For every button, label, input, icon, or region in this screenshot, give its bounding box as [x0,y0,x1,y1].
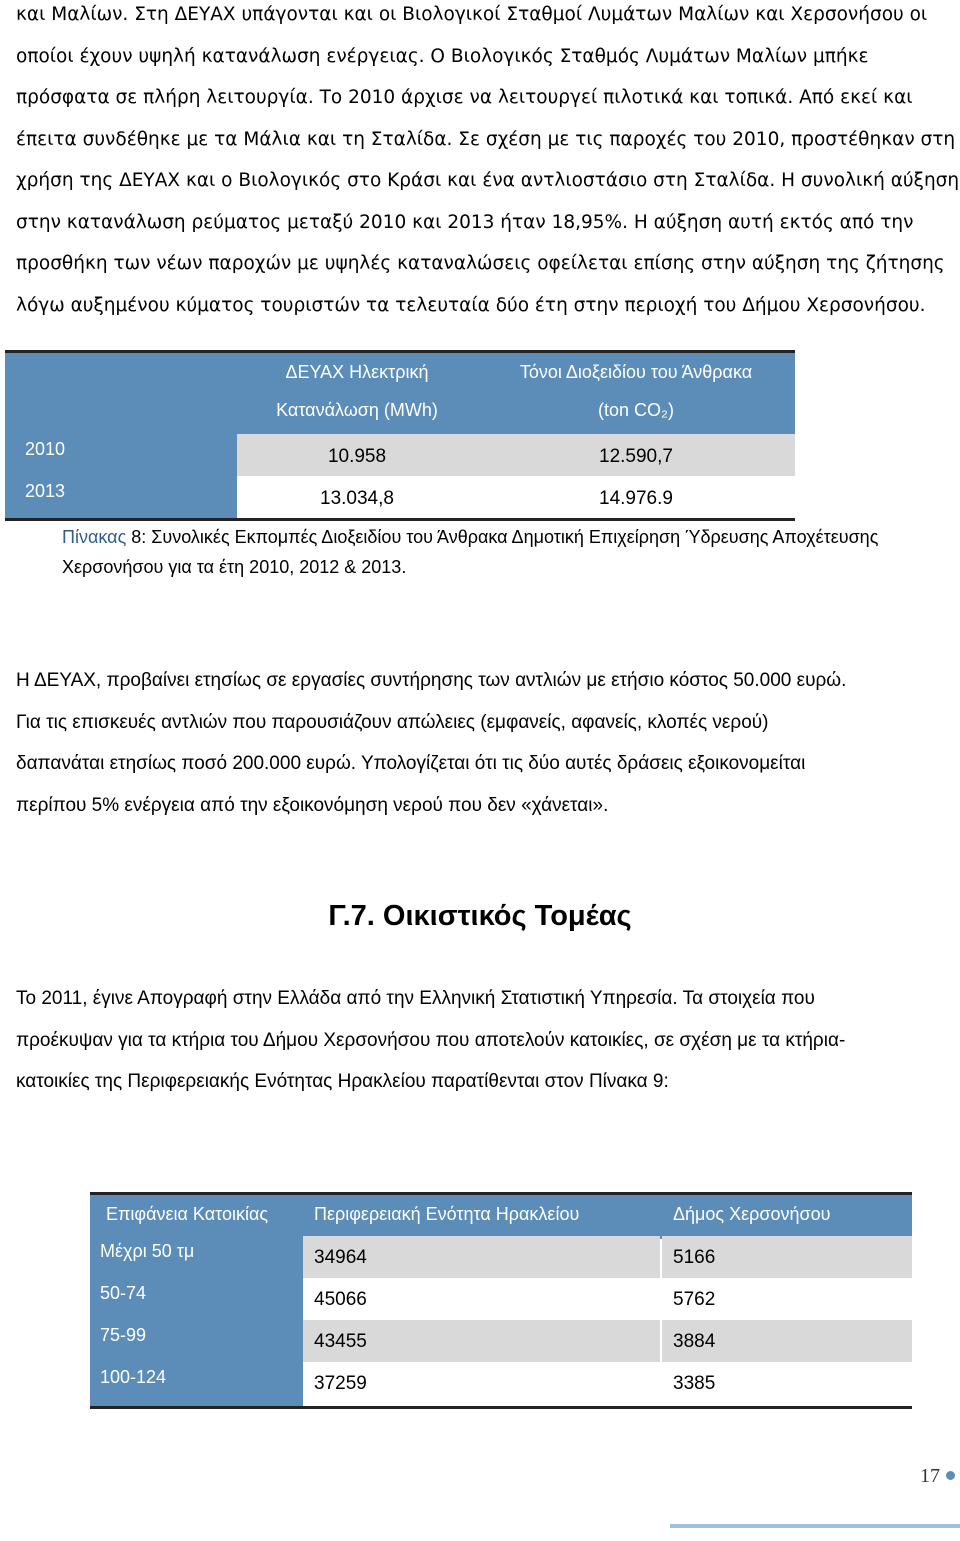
header-line: ΔΕΥΑΧ Ηλεκτρική [285,362,429,382]
text-line: λόγω αυξημένου κύματος τουριστών τα τελευταία δύο έτη στην περιοχή του Δήμου Χερσονήσου. [16,294,926,316]
region-cell: 34964 [303,1236,660,1278]
text-line: Για τις επισκευές αντλιών που παρουσιάζουν απώλειες (εμφανείς, αφανείς, κλοπές νερού) [16,711,769,733]
table-header [5,350,795,437]
intro-paragraph [16,0,960,326]
caption-label: Πίνακας [62,527,127,547]
co2-cell: 14.976.9 [599,488,673,509]
table-row [90,1362,912,1404]
text-line: έπειτα συνδέθηκε με τα Μάλια και τη Σταλίδα. Σε σχέση με τις παροχές του 2010, προστέθηκαν στη [16,128,956,150]
table-row [5,476,795,518]
text-line: οποίοι έχουν υψηλή κατανάλωση ενέργειας. Ο Βιολογικός Σταθμός Λυμάτων Μαλίων μπήκε [16,45,869,67]
municipality-cell: 5166 [662,1236,912,1278]
text-line: χρήση της ΔΕΥΑΧ και ο Βιολογικός στο Κράσι και ένα αντλιοστάσιο στη Σταλίδα. Η συνολική αύξηση [16,170,960,191]
header-line: Τόνοι Διοξειδίου του Άνθρακα [519,362,753,382]
column-header-energy [237,353,477,429]
row-area: 100-124 [90,1362,303,1404]
text-line: πρόσφατα σε πλήρη λειτουργία. Το 2010 άρχισε να λειτουργεί πιλοτικά και τοπικά. Από εκεί και [16,87,913,108]
text-line: προσθήκη των νέων παροχών με υψηλές καταναλώσεις οφείλεται επίσης στην αύξηση της ζήτησης [16,253,945,274]
region-cell: 43455 [303,1320,660,1362]
table-row [90,1320,912,1362]
column-header-region: Περιφερειακή Ενότητα Ηρακλείου [314,1204,580,1224]
column-header-municipality: Δήμος Χερσονήσου [673,1204,831,1224]
region-cell: 37259 [314,1373,367,1394]
row-area: 75-99 [90,1320,303,1362]
maintenance-paragraph [16,660,956,826]
caption-text: Χερσονήσου για τα έτη 2010, 2012 & 2013. [62,557,407,577]
region-cell: 45066 [314,1289,367,1310]
caption-text: 8: Συνολικές Εκπομπές Διοξειδίου του Άνθρακα Δημοτική Επιχείρηση Ύδρευσης Αποχέτευσης [126,527,879,547]
page-number-dot [946,1471,955,1480]
municipality-cell: 5762 [673,1289,716,1310]
municipality-cell: 3385 [673,1373,716,1394]
text-line: δαπανάται ετησίως ποσό 200.000 ευρώ. Υπολογίζεται ότι τις δύο αυτές δράσεις εξοικονομείται [16,753,806,774]
section-title: Γ.7. Οικιστικός Τομέας [328,900,632,932]
text-line: κατοικίες της Περιφερειακής Ενότητας Ηρακλείου παρατίθενται στον Πίνακα 9: [16,1071,669,1092]
text-line: στην κατανάλωση ρεύματος μεταξύ 2010 και 2013 ήταν 18,95%. Η αύξηση αυτή εκτός από την [16,211,914,233]
table-header [90,1192,912,1239]
table-row [90,1236,912,1278]
text-line: Το 2011, έγινε Απογραφή στην Ελλάδα από την Ελληνική Στατιστική Υπηρεσία. Τα στοιχεία που [16,988,815,1009]
energy-cell: 13.034,8 [320,488,394,509]
table8-caption [62,522,942,582]
table-bottom-rule [5,518,795,521]
co2-cell: 12.590,7 [477,434,795,476]
column-header-co2 [477,353,795,429]
header-line: Κατανάλωση (MWh) [276,400,438,420]
row-year: 2010 [5,434,237,476]
text-line: Η ΔΕΥΑΧ, προβαίνει ετησίως σε εργασίες συντήρησης των αντλιών με ετήσιο κόστος 50.000 ευρώ. [16,670,847,691]
energy-cell: 10.958 [237,434,477,476]
table-row [5,434,795,476]
header-line: (ton CO₂) [598,400,674,420]
row-area: 50-74 [90,1278,303,1320]
column-header-area: Επιφάνεια Κατοικίας [106,1204,269,1224]
text-line: και Μαλίων. Στη ΔΕΥΑΧ υπάγονται και οι Βιολογικοί Σταθμοί Λυμάτων Μαλίων και Χερσονήσου οι [16,4,928,25]
text-line: προέκυψαν για τα κτήρια του Δήμου Χερσονήσου που αποτελούν κατοικίες, σε σχέση με τα κτήρια- [16,1029,846,1051]
text-line: περίπου 5% ενέργεια από την εξοικονόμηση νερού που δεν «χάνεται». [16,794,609,816]
row-year: 2013 [5,476,237,518]
footer-rule [670,1524,960,1528]
census-paragraph [16,978,956,1103]
table-bottom-rule [90,1406,912,1409]
municipality-cell: 3884 [662,1320,912,1362]
page-number: 17 [920,1465,940,1487]
row-area: Μέχρι 50 τμ [90,1236,303,1278]
table-row [90,1278,912,1320]
